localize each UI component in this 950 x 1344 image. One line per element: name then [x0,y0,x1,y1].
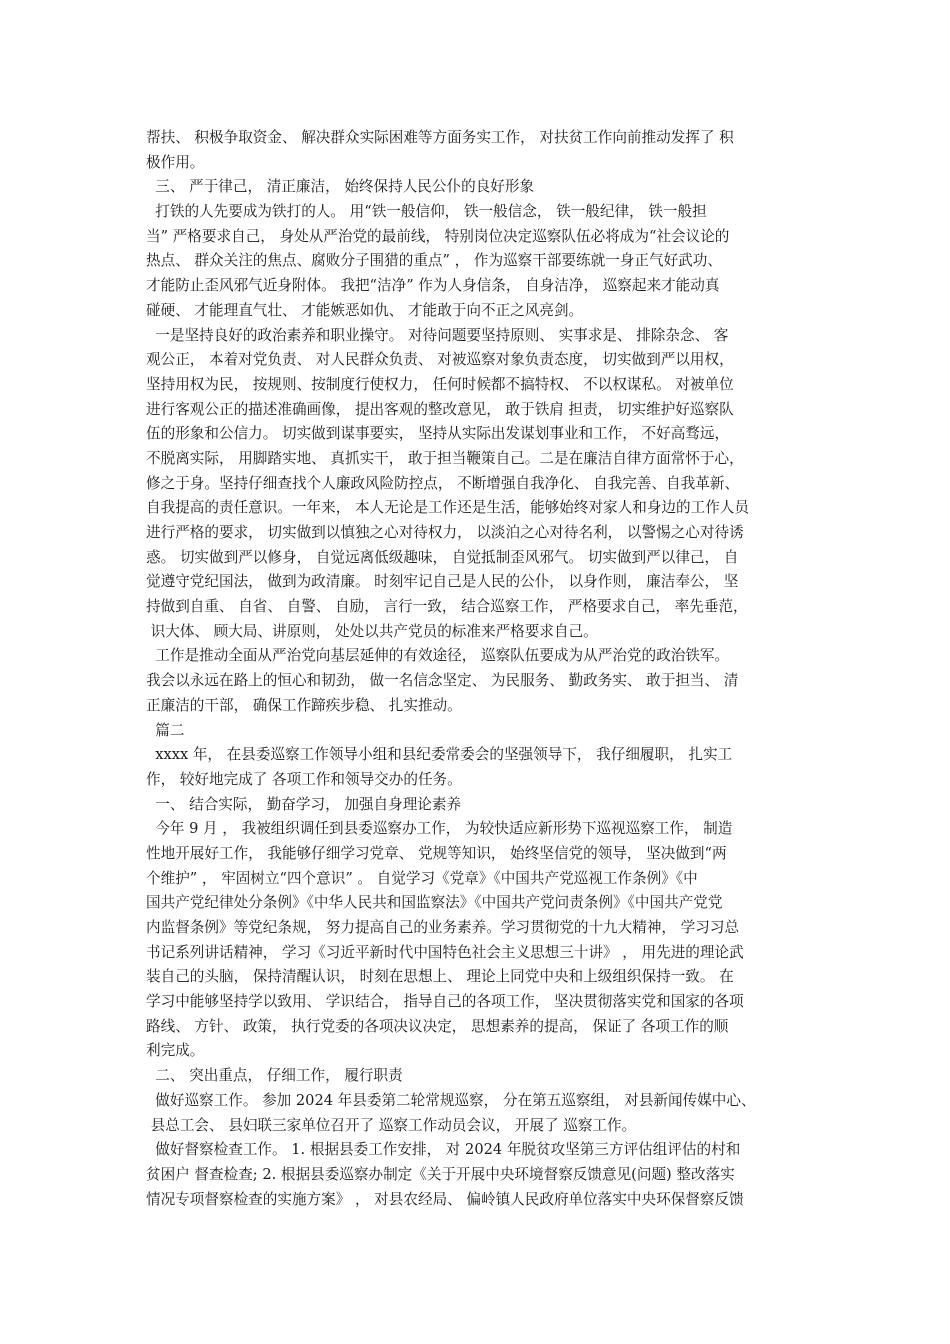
text-line: 持做到自重、 自省、 自警、 自励， 言行一致， 结合巡察工作， 严格要求自己， 率先垂范， [146,598,748,616]
text-line: 观公正， 本着对党负责、 对人民群众负责、 对被巡察对象负责态度， 切实做到严以用权， [146,351,734,369]
text-line: 碰硬、 才能理直气壮、 才能嫉恶如仇、 才能敢于向不正之风亮剑。 [146,301,584,319]
text-line: 进行严格的要求， 切实做到以慎独之心对待权力， 以淡泊之心对待名利， 以警惕之心对待诱 [146,524,744,541]
text-line: 识大体、 顾大局、讲原则， 处处以共产党员的标准来严格要求自己。 [146,622,598,640]
text-line: 热点、 群众关注的焦点、腐败分子围猎的重点” ， 作为巡察干部要练就一身正气好武功、 [146,252,722,270]
document-body [146,126,818,1212]
text-line: 做好督察检查工作。 1. 根据县委工作安排， 对 2024 年脱贫攻坚第三方评估组评估的村和 [146,1141,741,1159]
part-heading: 篇二 [146,721,185,739]
text-line: 装自己的头脑， 保持清醒认识， 时刻在思想上、 理论上同党中央和上级组织保持一致。 在 [146,968,734,986]
text-line: 自我提高的责任意识。一年来， 本人无论是工作还是生活，能够始终对家人和身边的工作人员 [146,499,749,517]
text-line: 路线、 方针、 政策， 执行党委的各项决议决定， 思想素养的提高， 保证了 各项工作的顺 [146,1017,729,1035]
text-line: 贫困户 督查检查; 2. 根据县委巡察办制定《关于开展中央环境督察反馈意见(问题) 整改落实 [146,1165,735,1183]
text-line: xxxx 年， 在县委巡察工作领导小组和县纪委常委会的坚强领导下， 我仔细履职， 扎实工 [146,746,733,764]
text-line: 才能防止歪风邪气近身附体。 我把“洁净” 作为人身信条， 自身洁净， 巡察起来才能动真 [146,277,720,295]
section-heading: 三、 严于律己， 清正廉洁， 始终保持人民公仆的良好形象 [146,178,535,196]
text-line: 我会以永远在路上的恒心和韧劲， 做一名信念坚定、 为民服务、 勤政务实、 敢于担当、 清 [146,672,739,690]
text-line: 学习中能够坚持学以致用、 学识结合， 指导自己的各项工作， 坚决贯彻落实党和国家的各项 [146,993,744,1011]
text-line: 性地开展好工作， 我能够仔细学习党章、 党规等知识， 始终坚信党的领导， 坚决做到“两 [146,844,727,862]
text-line: 个维护” ， 牢固树立“四个意识” 。 自觉学习《党章》《中国共产党巡视工作条例》《中 [146,869,698,887]
text-line: 情况专项督察检查的实施方案》 ， 对县农经局、 偏岭镇人民政府单位落实中央环保督察反馈 [146,1190,744,1208]
text-line: 伍的形象和公信力。 切实做到谋事要实， 坚持从实际出发谋划事业和工作， 不好高骛远， [146,425,730,443]
text-line: 打铁的人先要成为铁打的人。 用“铁一般信仰， 铁一般信念， 铁一般纪律， 铁一般担 [146,203,707,221]
text-line: 不脱离实际， 用脚踏实地、 真抓实干， 敢于担当鞭策自己。二是在廉洁自律方面常怀于心， [146,449,744,467]
text-line: 觉遵守党纪国法， 做到为政清廉。 时刻牢记自己是人民的公仆， 以身作则， 廉洁奉公， 坚 [146,573,739,591]
text-line: 极作用。 [146,153,205,171]
section-heading: 二、 突出重点， 仔细工作， 履行职责 [146,1067,403,1085]
text-line: 做好巡察工作。 参加 2024 年县委第二轮常规巡察， 分在第五巡察组， 对县新闻传媒中心、 [146,1091,756,1109]
section-heading: 一、 结合实际， 勤奋学习， 加强自身理论素养 [146,795,462,813]
text-line: 进行客观公正的描述准确画像， 提出客观的整改意见， 敢于铁肩 担责， 切实维护好巡察队 [146,400,734,418]
text-line: 县总工会、 县妇联三家单位召开了 巡察工作动员会议， 开展了 巡察工作。 [146,1116,637,1134]
text-line: 作， 较好地完成了 各项工作和领导交办的任务。 [146,770,462,788]
text-line: 当” 严格要求自己， 身处从严治党的最前线， 特别岗位决定巡察队伍必将成为“社会议论的 [146,227,730,245]
text-line: 书记系列讲话精神， 学习《习近平新时代中国特色社会主义思想三十讲》 ， 用先进的理论武 [146,943,744,961]
text-line: 利完成。 [146,1042,205,1060]
text-line: 正廉洁的干部， 确保工作蹄疾步稳、 扎实推动。 [146,696,462,714]
text-line: 修之于身。坚持仔细查找个人廉政风险防控点， 不断增强自我净化、 自我完善、自我革新、 [146,474,740,492]
text-line: 惑。 切实做到严以修身， 自觉远离低级趣味， 自觉抵制歪风邪气。 切实做到严以律己， 自 [146,548,739,566]
text-line: 今年 9 月 ， 我被组织调任到县委巡察办工作， 为较快适应新形势下巡视巡察工作， 制造 [146,820,733,838]
text-line: 工作是推动全面从严治党向基层延伸的有效途径， 巡察队伍要成为从严治党的政治铁军。 [146,647,730,665]
text-line: 坚持用权为民， 按规则、按制度行使权力， 任何时候都不搞特权、 不以权谋私。 对被单位 [146,375,734,393]
text-line: 内监督条例》等党纪条规， 努力提高自己的业务素养。学习贯彻党的十九大精神， 学习习总 [146,919,740,936]
text-line: 帮扶、 积极争取资金、 解决群众实际困难等方面务实工作， 对扶贫工作向前推动发挥了 积 [146,129,734,146]
text-line: 一是坚持良好的政治素养和职业操守。 对待问题要坚持原则、 实事求是、 排除杂念、 客 [146,326,729,344]
text-line: 国共产党纪律处分条例》《中华人民共和国监察法》《中国共产党问责条例》《中国共产党党 [146,894,723,912]
